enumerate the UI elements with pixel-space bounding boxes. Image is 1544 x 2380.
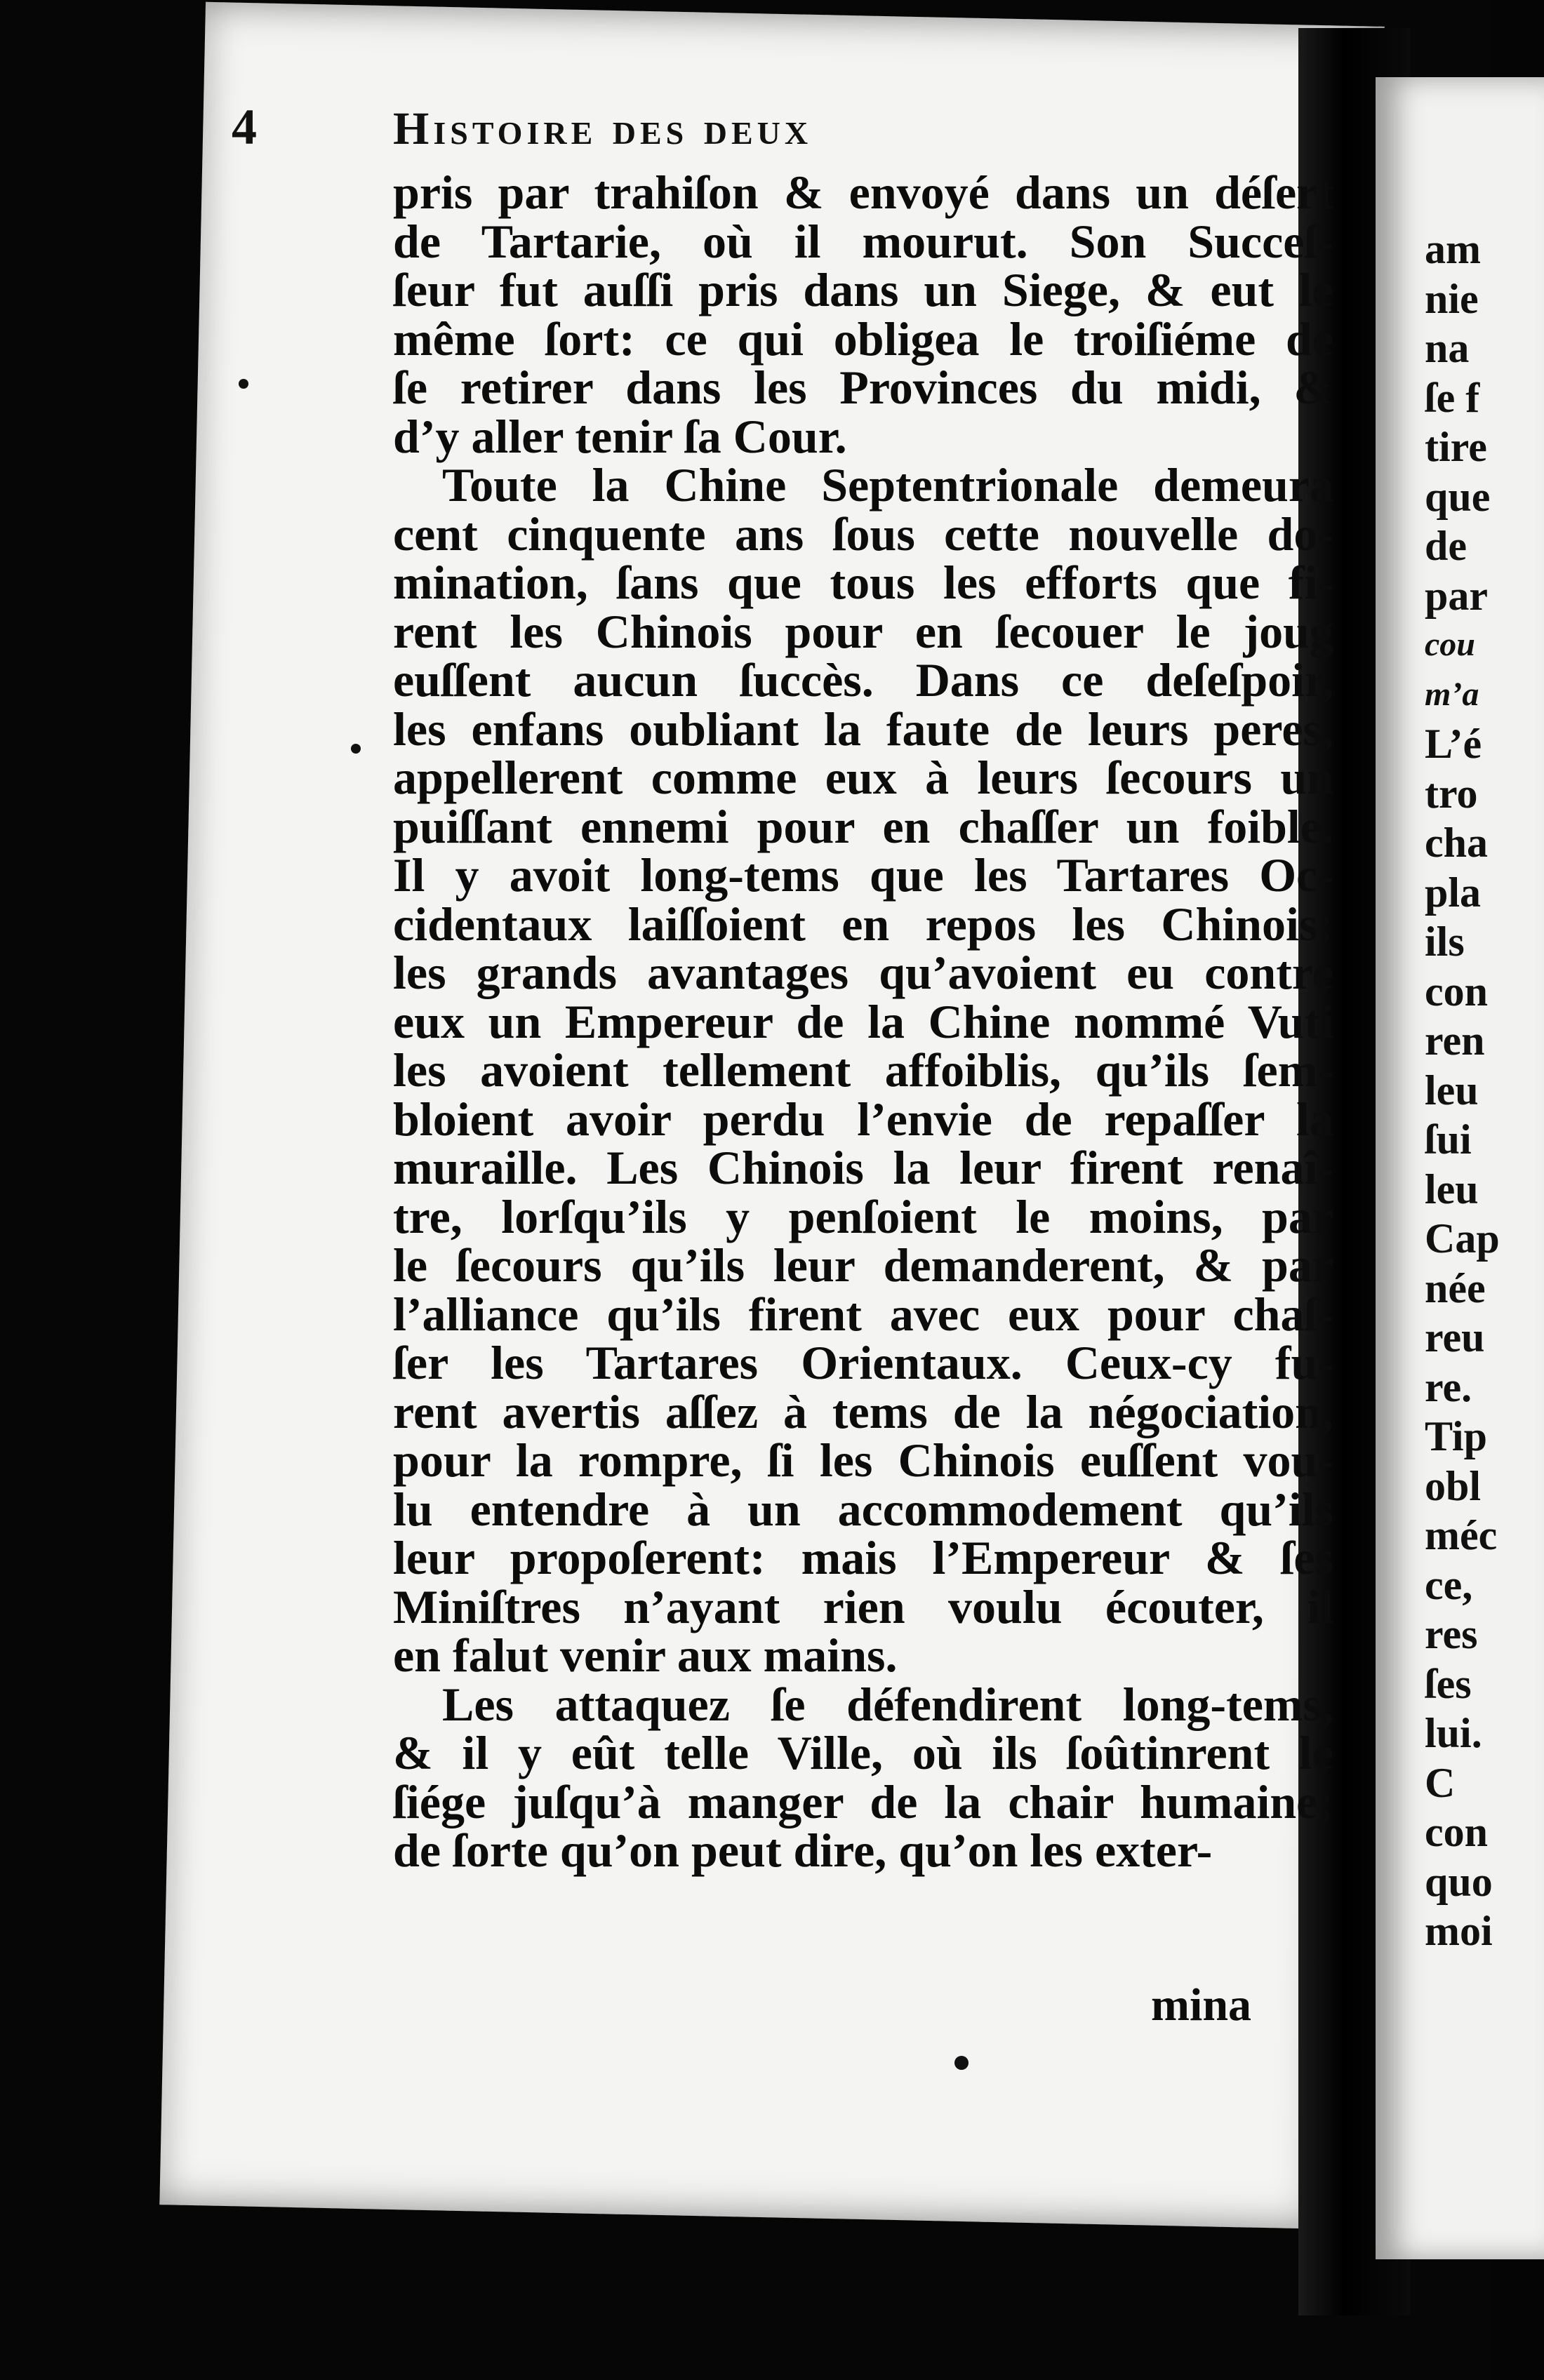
facing-text-fragment: cou [1425, 626, 1475, 663]
text-line: eux un Empereur de la Chine nommé Vuti [393, 994, 1333, 1048]
facing-text-fragment: nie [1425, 275, 1479, 322]
facing-text-fragment: ce, [1425, 1561, 1473, 1608]
facing-text-fragment: Tip [1425, 1413, 1487, 1459]
text-line: puiſſant ennemi pour en chaſſer un foible. [393, 799, 1333, 853]
facing-text-fragment: re. [1425, 1363, 1472, 1410]
text-line: ſiége juſqu’à manger de la chair humaine; [393, 1774, 1333, 1829]
text-line: de Tartarie, où il mourut. Son Succeſ- [393, 214, 1333, 268]
facing-text-fragment: C [1425, 1759, 1456, 1806]
facing-text-fragment: leu [1425, 1067, 1479, 1114]
text-line: pris par trahiſon & envoyé dans un déſert [393, 166, 1333, 219]
catchword: mina [1151, 1979, 1252, 2031]
text-line: & il y eût telle Ville, où ils ſoûtinrent le [393, 1726, 1333, 1779]
facing-text-fragment: lui. [1425, 1710, 1482, 1756]
facing-text-fragment: moi [1425, 1908, 1493, 1954]
facing-text-fragment: res [1425, 1611, 1478, 1657]
facing-text-fragment: leu [1425, 1165, 1479, 1212]
page-number: 4 [232, 99, 261, 155]
text-line: ſeur fut auſſi pris dans un Siege, & eut le [393, 263, 1333, 316]
facing-text-fragment: Cap [1425, 1215, 1500, 1262]
text-line: Il y avoit long-tems que les Tartares Oc- [393, 848, 1333, 902]
facing-text-fragment: tire [1425, 424, 1487, 470]
text-line: les avoient tellement affoiblis, qu’ils ſem- [393, 1043, 1333, 1097]
running-title: Histoire des deux [393, 103, 813, 154]
facing-text-fragment: ſe f [1425, 374, 1480, 421]
text-line: mination, ſans que tous les efforts que fi- [393, 556, 1333, 609]
facing-text-fragment: ren [1425, 1017, 1485, 1064]
facing-text-fragment: de [1425, 523, 1467, 569]
facing-text-fragment: ſes [1425, 1660, 1472, 1707]
text-line: Miniſtres n’ayant rien voulu écouter, il [393, 1579, 1333, 1633]
facing-text-fragment: ſui [1425, 1116, 1472, 1163]
body-text [393, 168, 1333, 1876]
facing-page-text [1425, 225, 1500, 1956]
text-line: muraille. Les Chinois la leur firent renaî- [393, 1141, 1333, 1194]
facing-text-fragment: quo [1425, 1858, 1493, 1905]
facing-text-fragment: méc [1425, 1512, 1498, 1558]
facing-text-fragment: ils [1425, 918, 1465, 965]
text-line: pour la rompre, ſi les Chinois euſſent vou- [393, 1433, 1333, 1487]
facing-text-fragment: con [1425, 1809, 1488, 1855]
text-line: le ſecours qu’ils leur demanderent, & par [393, 1238, 1333, 1292]
facing-text-fragment: con [1425, 968, 1488, 1015]
facing-text-fragment: m’a [1425, 675, 1479, 713]
text-line: bloient avoir perdu l’envie de repaſſer la [393, 1092, 1333, 1146]
facing-text-fragment: cha [1425, 820, 1488, 866]
facing-text-fragment: L’é [1425, 721, 1482, 767]
text-line: appellerent comme eux à leurs ſecours un [393, 751, 1333, 804]
text-line: rent les Chinois pour en ſecouer le joug [393, 604, 1333, 658]
text-line: cidentaux laiſſoient en repos les Chinois: [393, 897, 1333, 951]
text-line: ſe retirer dans les Provinces du midi, & [393, 361, 1333, 414]
ink-speck [351, 744, 361, 754]
facing-text-fragment: par [1425, 572, 1488, 619]
text-line: rent avertis aſſez à tems de la négociation, [393, 1384, 1333, 1438]
text-line: lu entendre à un accommodement qu’ils [393, 1482, 1333, 1536]
text-line: l’alliance qu’ils firent avec eux pour chaſ- [393, 1287, 1333, 1341]
facing-text-fragment: na [1425, 325, 1470, 371]
ink-speck [239, 379, 248, 389]
facing-text-fragment: que [1425, 473, 1491, 520]
text-line: tre, lorſqu’ils y penſoient le moins, par [393, 1189, 1333, 1243]
text-line: d’y aller tenir ſa Cour. [393, 409, 847, 463]
text-line: Toute la Chine Septentrionale demeura [442, 458, 1333, 512]
text-line: euſſent aucun ſuccès. Dans ce deſeſpoir, [393, 653, 1333, 707]
text-line: Les attaquez ſe défendirent long-tems, [442, 1677, 1333, 1731]
text-line: les grands avantages qu’avoient eu contre [393, 946, 1333, 999]
facing-text-fragment: tro [1425, 770, 1478, 817]
text-line: leur propoſerent: mais l’Empereur & ſes [393, 1531, 1333, 1584]
facing-text-fragment: obl [1425, 1462, 1482, 1509]
ink-speck [954, 2056, 969, 2070]
text-line: en falut venir aux mains. [393, 1629, 898, 1682]
facing-text-fragment: pla [1425, 869, 1482, 916]
facing-text-fragment: née [1425, 1264, 1486, 1311]
text-line: les enfans oubliant la faute de leurs peres, [393, 702, 1333, 756]
text-line: cent cinquente ans ſous cette nouvelle do- [393, 507, 1333, 561]
text-line: de ſorte qu’on peut dire, qu’on les exter- [393, 1824, 1213, 1877]
facing-text-fragment: reu [1425, 1314, 1485, 1361]
text-line: ſer les Tartares Orientaux. Ceux-cy fu- [393, 1336, 1333, 1389]
text-line: même ſort: ce qui obligea le troiſiéme de [393, 312, 1333, 366]
facing-text-fragment: am [1425, 226, 1481, 272]
running-header [232, 98, 1144, 156]
